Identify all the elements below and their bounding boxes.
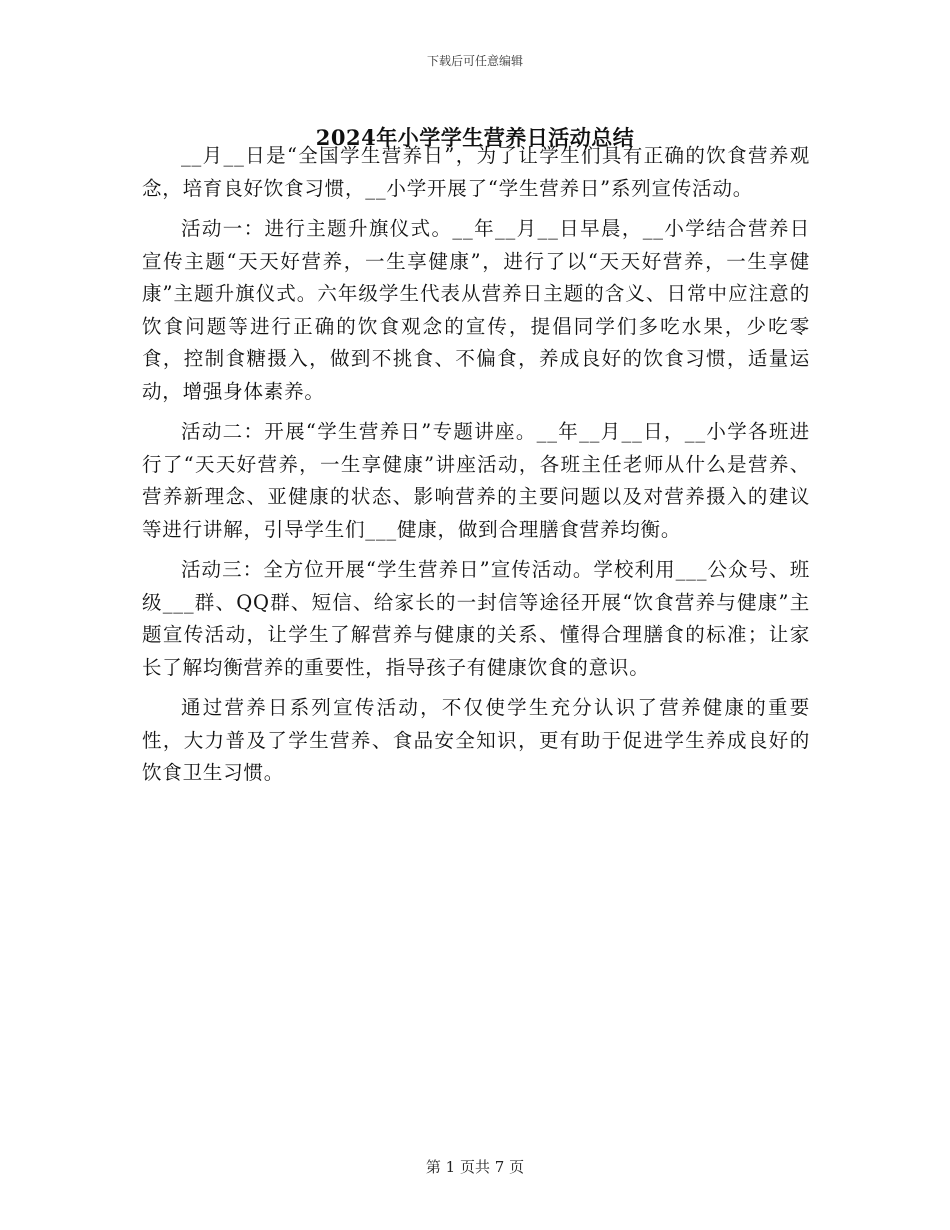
paragraph-conclusion: 通过营养日系列宣传活动，不仅使学生充分认识了营养健康的重要性，大力普及了学生营养、食品安全知识，更有助于促进学生养成良好的饮食卫生习惯。 [142,696,810,784]
document-body [142,140,810,798]
paragraph-activity-three: 活动三：全方位开展“学生营养日”宣传活动。学校利用___公众号、班级___群、QQ群、短信、给家长的一封信等途径开展“饮食营养与健康”主题宣传活动，让学生了解营养与健康的关系、懂得合理膳食的标准；让家长了解均衡营养的重要性，指导孩子有健康饮食的意识。 [142,558,810,679]
page-header-note: 下载后可任意编辑 [426,54,523,68]
page-number-footer: 第 1 页共 7 页 [425,1158,525,1176]
document-title: 2024年小学学生营养日活动总结 [315,125,635,151]
paragraph-intro: __月__日是“全国学生营养日”，为了让学生们具有正确的饮食营养观念，培育良好饮食习惯，__小学开展了“学生营养日”系列宣传活动。 [142,144,810,200]
paragraph-activity-two: 活动二：开展“学生营养日”专题讲座。__年__月__日，__小学各班进行了“天天好营养，一生享健康”讲座活动，各班主任老师从什么是营养、营养新理念、亚健康的状态、影响营养的主要问题以及对营养摄入的建议等进行讲解，引导学生们___健康，做到合理膳食营养均衡。 [142,420,810,541]
paragraph-activity-one: 活动一：进行主题升旗仪式。__年__月__日早晨，__小学结合营养日宣传主题“天天好营养，一生享健康”，进行了以“天天好营养，一生享健康”主题升旗仪式。六年级学生代表从营养日主题的含义、日常中应注意的饮食问题等进行正确的饮食观念的宣传，提倡同学们多吃水果，少吃零食，控制食糖摄入，做到不挑食、不偏食，养成良好的饮食习惯，适量运动，增强身体素养。 [142,217,810,403]
